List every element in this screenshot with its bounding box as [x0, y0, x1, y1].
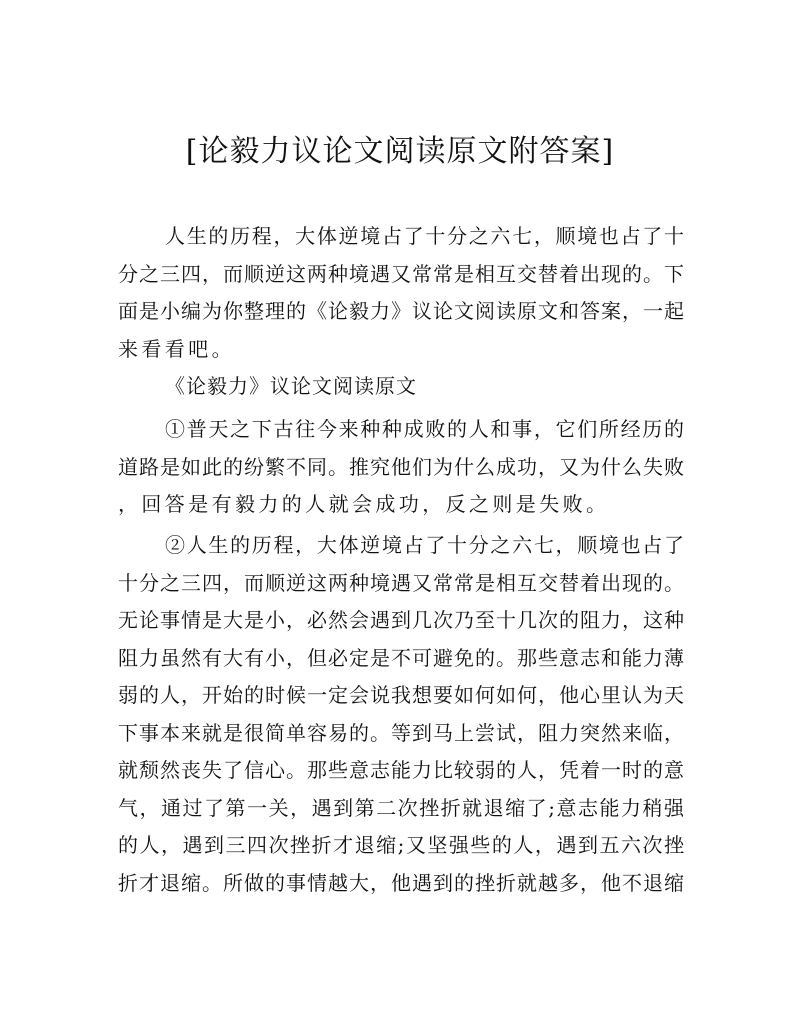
text-line: 的人，遇到三四次挫折才退缩;又坚强些的人，遇到五六次挫 [118, 833, 684, 857]
text-line: 来看看吧。 [118, 336, 235, 361]
text-line: ②人生的历程，大体逆境占了十分之六七，顺境也占了 [165, 533, 684, 557]
text-line: 面是小编为你整理的《论毅力》议论文阅读原文和答案，一起 [118, 299, 684, 323]
text-line: ①普天之下古往今来种种成败的人和事，它们所经历的 [165, 417, 684, 441]
text-line: 无论事情是大是小，必然会遇到几次乃至十几次的阻力，这种 [118, 608, 684, 632]
text-line: 折才退缩。所做的事情越大，他遇到的挫折就越多，他不退缩 [118, 870, 684, 895]
text-line: 气，通过了第一关，遇到第二次挫折就退缩了;意志能力稍强 [118, 795, 684, 820]
text-line: 人生的历程，大体逆境占了十分之六七，顺境也占了十 [165, 224, 684, 248]
text-line: 下事本来就是很简单容易的。等到马上尝试，阻力突然来临， [118, 720, 684, 745]
section-heading-block [118, 368, 684, 406]
paragraph-2 [118, 527, 684, 902]
text-line: 十分之三四，而顺逆这两种境遇又常常是相互交替着出现的。 [118, 570, 684, 595]
text-line: 就颓然丧失了信心。那些意志能力比较弱的人，凭着一时的意 [118, 758, 684, 782]
paragraph-1 [118, 411, 684, 524]
intro-paragraph [118, 218, 684, 368]
text-line: ，回答是有毅力的人就会成功，反之则是失败。 [118, 492, 610, 516]
text-line: 分之三四，而顺逆这两种境遇又常常是相互交替着出现的。下 [118, 261, 684, 286]
section-heading: 《论毅力》议论文阅读原文 [165, 374, 417, 398]
text-line: 道路是如此的纷繁不同。推究他们为什么成功，又为什么失败 [118, 454, 684, 479]
text-line: 弱的人，开始的时候一定会说我想要如何如何，他心里认为天 [118, 683, 684, 707]
text-line: 阻力虽然有大有小，但必定是不可避免的。那些意志和能力薄 [118, 645, 684, 670]
document-title: [论毅力议论文阅读原文附答案] [185, 134, 615, 169]
